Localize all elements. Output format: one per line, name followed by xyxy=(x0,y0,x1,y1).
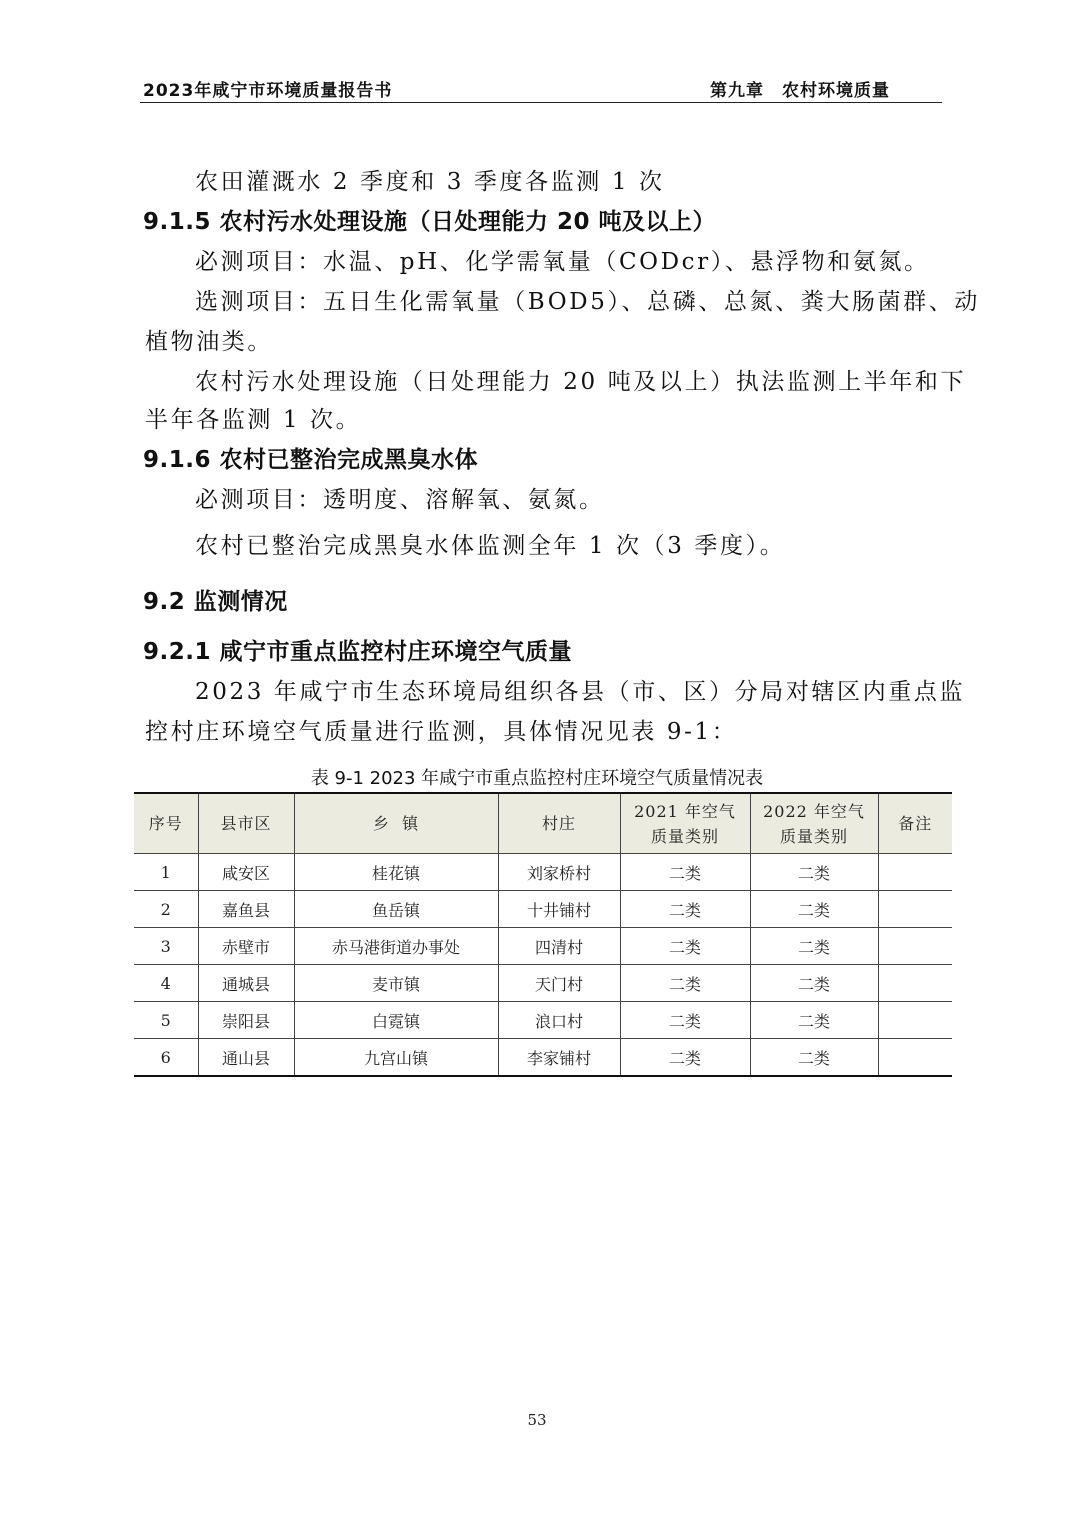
col-header-remarks: 备注 xyxy=(878,793,952,854)
paragraph-continuation: 半年各监测 1 次。 xyxy=(145,407,362,433)
cell-2021: 二类 xyxy=(620,1002,750,1039)
cell-county: 赤壁市 xyxy=(198,928,294,965)
cell-remarks xyxy=(878,965,952,1002)
paragraph: 2023 年咸宁市生态环境局组织各县（市、区）分局对辖区内重点监 xyxy=(195,679,966,705)
col-header-county: 县市区 xyxy=(198,793,294,854)
table-header-row xyxy=(134,793,952,854)
table-row xyxy=(134,1002,952,1039)
col-header-index: 序号 xyxy=(134,793,198,854)
paragraph-continuation: 控村庄环境空气质量进行监测，具体情况见表 9-1： xyxy=(145,719,738,745)
table-caption: 表 9-1 2023 年咸宁市重点监控村庄环境空气质量情况表 xyxy=(310,768,764,789)
paragraph: 选测项目：五日生化需氧量（BOD5）、总磷、总氮、粪大肠菌群、动 xyxy=(195,289,980,315)
paragraph: 农村已整治完成黑臭水体监测全年 1 次（3 季度）。 xyxy=(195,533,786,559)
cell-2021: 二类 xyxy=(620,965,750,1002)
cell-2021: 二类 xyxy=(620,1039,750,1077)
cell-2021: 二类 xyxy=(620,854,750,891)
cell-2022: 二类 xyxy=(750,1039,878,1077)
col-header-2021 xyxy=(620,793,750,854)
cell-village: 浪口村 xyxy=(498,1002,620,1039)
table-row xyxy=(134,965,952,1002)
table-row xyxy=(134,891,952,928)
cell-remarks xyxy=(878,891,952,928)
table-row xyxy=(134,928,952,965)
cell-county: 嘉鱼县 xyxy=(198,891,294,928)
cell-index: 6 xyxy=(134,1039,198,1077)
cell-village: 四清村 xyxy=(498,928,620,965)
col-header-village: 村庄 xyxy=(498,793,620,854)
cell-county: 崇阳县 xyxy=(198,1002,294,1039)
cell-2022: 二类 xyxy=(750,854,878,891)
cell-county: 通城县 xyxy=(198,965,294,1002)
cell-index: 2 xyxy=(134,891,198,928)
cell-index: 3 xyxy=(134,928,198,965)
chapter-title: 第九章 农村环境质量 xyxy=(710,81,890,101)
table-row xyxy=(134,854,952,891)
col-header-2021-line1: 2021 年空气 xyxy=(634,801,736,821)
paragraph: 农村污水处理设施（日处理能力 20 吨及以上）执法监测上半年和下 xyxy=(195,369,967,395)
paragraph-continuation: 植物油类。 xyxy=(145,329,273,355)
cell-2021: 二类 xyxy=(620,891,750,928)
cell-town: 白霓镇 xyxy=(294,1002,498,1039)
cell-county: 咸安区 xyxy=(198,854,294,891)
table-row xyxy=(134,1039,952,1077)
col-header-2022-line2: 质量类别 xyxy=(779,826,848,846)
col-header-2022-line1: 2022 年空气 xyxy=(763,801,865,821)
cell-remarks xyxy=(878,928,952,965)
cell-2022: 二类 xyxy=(750,891,878,928)
col-header-2022 xyxy=(750,793,878,854)
section-heading-9-2: 9.2 监测情况 xyxy=(143,589,288,615)
cell-town: 赤马港街道办事处 xyxy=(294,928,498,965)
cell-remarks xyxy=(878,1039,952,1077)
cell-index: 1 xyxy=(134,854,198,891)
cell-index: 5 xyxy=(134,1002,198,1039)
cell-village: 刘家桥村 xyxy=(498,854,620,891)
paragraph: 农田灌溉水 2 季度和 3 季度各监测 1 次 xyxy=(195,169,665,195)
cell-village: 十井铺村 xyxy=(498,891,620,928)
col-header-town: 乡 镇 xyxy=(294,793,498,854)
cell-index: 4 xyxy=(134,965,198,1002)
page-number: 53 xyxy=(527,1411,547,1429)
air-quality-table xyxy=(134,792,952,1077)
running-header xyxy=(140,76,942,103)
col-header-2021-line2: 质量类别 xyxy=(650,826,719,846)
cell-village: 天门村 xyxy=(498,965,620,1002)
paragraph: 必测项目：透明度、溶解氧、氨氮。 xyxy=(195,487,605,513)
report-title: 2023年咸宁市环境质量报告书 xyxy=(143,81,393,101)
section-heading-9-1-6: 9.1.6 农村已整治完成黑臭水体 xyxy=(143,447,478,473)
section-heading-9-1-5: 9.1.5 农村污水处理设施（日处理能力 20 吨及以上） xyxy=(143,209,717,235)
cell-town: 九宫山镇 xyxy=(294,1039,498,1077)
cell-2021: 二类 xyxy=(620,928,750,965)
cell-town: 鱼岳镇 xyxy=(294,891,498,928)
section-heading-9-2-1: 9.2.1 咸宁市重点监控村庄环境空气质量 xyxy=(143,639,572,665)
cell-remarks xyxy=(878,1002,952,1039)
cell-2022: 二类 xyxy=(750,1002,878,1039)
cell-2022: 二类 xyxy=(750,965,878,1002)
paragraph: 必测项目：水温、pH、化学需氧量（CODcr）、悬浮物和氨氮。 xyxy=(195,249,930,275)
cell-village: 李家铺村 xyxy=(498,1039,620,1077)
cell-2022: 二类 xyxy=(750,928,878,965)
cell-county: 通山县 xyxy=(198,1039,294,1077)
cell-town: 桂花镇 xyxy=(294,854,498,891)
cell-remarks xyxy=(878,854,952,891)
cell-town: 麦市镇 xyxy=(294,965,498,1002)
